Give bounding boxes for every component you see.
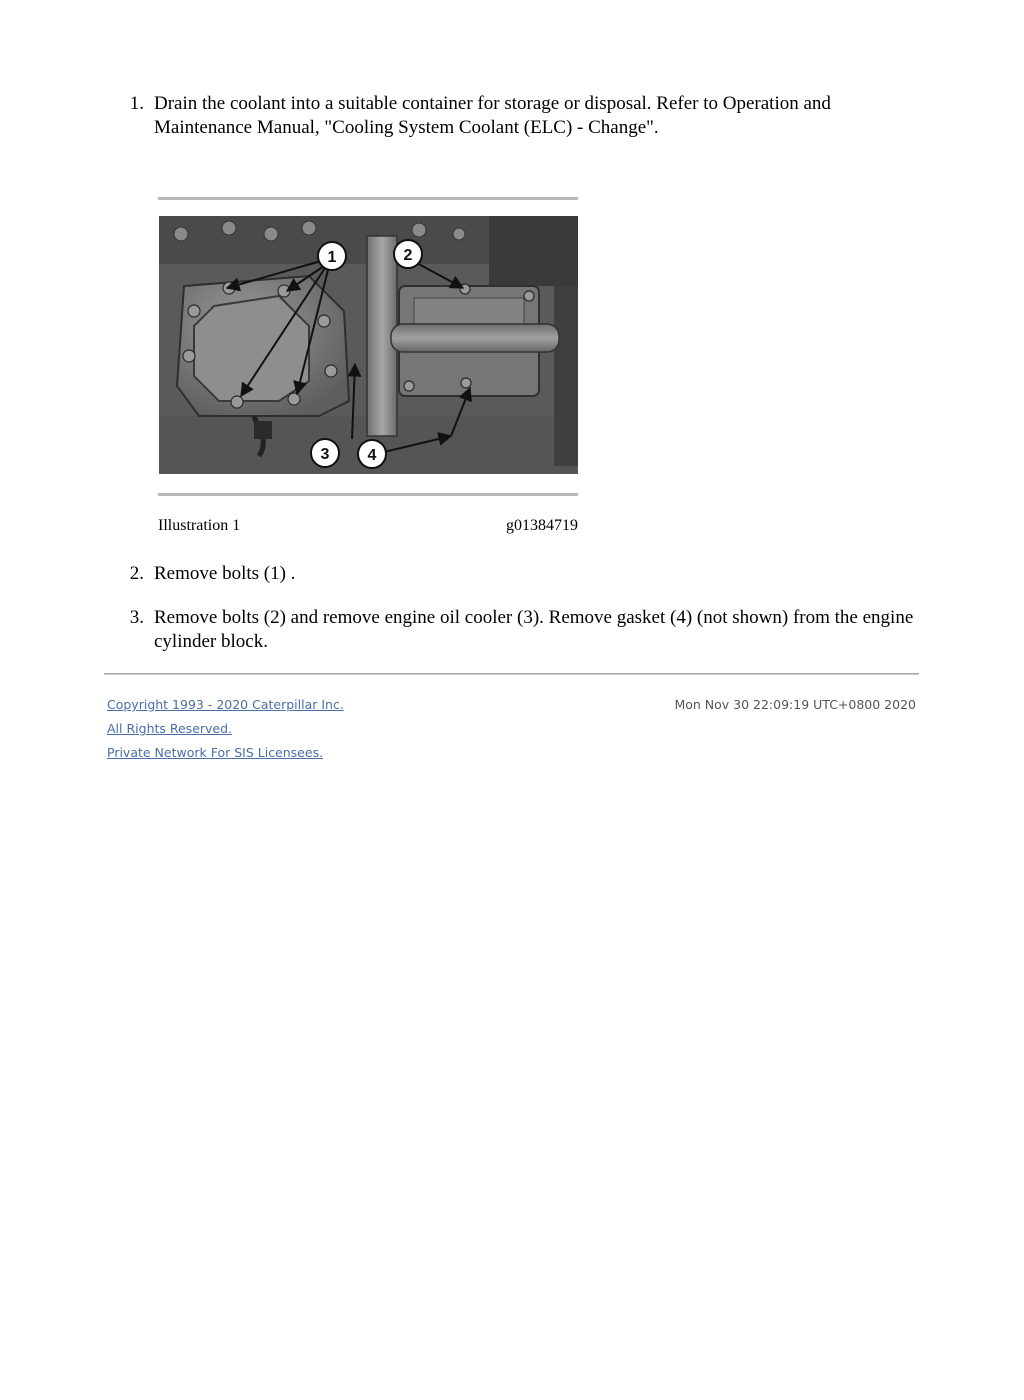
private-network-link[interactable]: Private Network For SIS Licensees. (107, 745, 324, 760)
figure-top-divider (158, 197, 578, 200)
rights-reserved-link[interactable]: All Rights Reserved. (107, 721, 233, 736)
step-1 (104, 92, 924, 140)
callout-1 (318, 242, 346, 270)
step-number: 3. (129, 607, 144, 628)
step-3 (104, 606, 924, 654)
footer-timestamp: Mon Nov 30 22:09:19 UTC+0800 2020 (674, 697, 916, 712)
callout-4 (358, 440, 386, 468)
callout-3 (311, 439, 339, 467)
svg-text:2: 2 (403, 247, 413, 264)
copyright-link[interactable]: Copyright 1993 - 2020 Caterpillar Inc. (107, 697, 344, 712)
step-text: Drain the coolant into a suitable container for storage or disposal. Refer to Operation and Maintenance Manual, "Cooling System Coolant (ELC) - Change". (154, 93, 831, 138)
step-text: Remove bolts (1) . (154, 563, 296, 584)
svg-text:4: 4 (367, 447, 377, 464)
step-number: 1. (129, 93, 144, 114)
figure-caption-id: g01384719 (506, 517, 578, 534)
callout-2 (394, 240, 422, 268)
svg-text:1: 1 (327, 249, 337, 266)
step-2 (104, 562, 924, 586)
footer-divider (104, 673, 919, 675)
svg-text:3: 3 (320, 446, 330, 463)
engine-oil-cooler-illustration (159, 216, 578, 474)
step-text: Remove bolts (2) and remove engine oil cooler (3). Remove gasket (4) (not shown) from the engine cylinder block. (154, 607, 914, 652)
figure-bottom-divider (158, 493, 578, 496)
step-number: 2. (129, 563, 144, 584)
figure-caption-label: Illustration 1 (158, 517, 241, 534)
